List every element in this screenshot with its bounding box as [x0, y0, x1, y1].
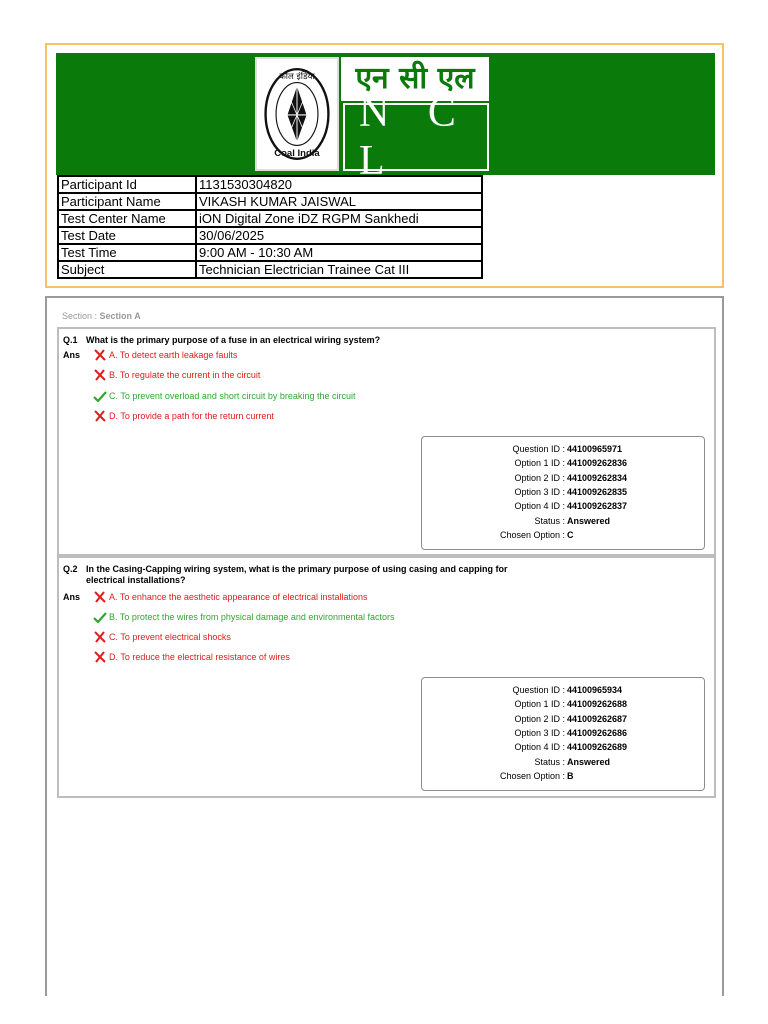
option-b [93, 369, 260, 381]
table-row [58, 227, 482, 244]
meta-row: Option 3 ID : 441009262835 [514, 487, 628, 497]
coal-india-emblem-icon [257, 59, 337, 169]
answer-label: Ans [63, 350, 81, 360]
check-icon [93, 611, 107, 623]
option-text: C. To prevent electrical shocks [109, 632, 231, 642]
option-text: A. To enhance the aesthetic appearance of electrical installations [109, 592, 368, 602]
option-a [93, 591, 368, 603]
check-icon [93, 390, 107, 402]
option-c [93, 390, 355, 402]
question-panel-1 [57, 327, 716, 556]
subject-value: Technician Electrician Trainee Cat III [196, 261, 482, 278]
test-date-label: Test Date [58, 227, 196, 244]
section-label [62, 311, 141, 321]
table-row [58, 193, 482, 210]
meta-row: Option 3 ID : 441009262686 [514, 728, 628, 738]
cross-icon [93, 349, 107, 361]
emblem-english-text: Coal India [274, 147, 320, 159]
meta-row: Status : Answered [534, 757, 611, 767]
coal-india-logo [255, 57, 339, 171]
question-text: What is the primary purpose of a fuse in an electrical wiring system? [86, 335, 381, 345]
ncl-hindi-text: एन सी एल [355, 61, 475, 96]
subject-label: Subject [58, 261, 196, 278]
question-meta-box [421, 436, 705, 550]
option-text: D. To provide a path for the return current [109, 411, 274, 421]
meta-row: Option 2 ID : 441009262834 [514, 473, 628, 483]
test-center-value: iON Digital Zone iDZ RGPM Sankhedi [196, 210, 482, 227]
option-b [93, 611, 394, 623]
test-date-value: 30/06/2025 [196, 227, 482, 244]
participant-name-value: VIKASH KUMAR JAISWAL [196, 193, 482, 210]
cross-icon [93, 651, 107, 663]
meta-row: Chosen Option : C [499, 530, 574, 540]
meta-row: Option 4 ID : 441009262837 [514, 501, 628, 511]
table-row [58, 244, 482, 261]
meta-row: Option 1 ID : 441009262688 [514, 699, 628, 709]
question-number: Q.1 [63, 335, 78, 345]
option-text: D. To reduce the electrical resistance of wires [109, 652, 290, 662]
emblem-hindi-text: कोल इंडिया [279, 71, 315, 82]
test-center-label: Test Center Name [58, 210, 196, 227]
option-text: B. To protect the wires from physical damage and environmental factors [109, 612, 395, 622]
meta-row: Option 2 ID : 441009262687 [514, 714, 628, 724]
meta-row: Question ID : 44100965971 [512, 444, 623, 454]
header-frame [45, 43, 724, 288]
option-text: A. To detect earth leakage faults [109, 350, 238, 360]
meta-row: Option 4 ID : 441009262689 [514, 742, 628, 752]
option-a [93, 349, 237, 361]
question-number: Q.2 [63, 564, 78, 574]
test-time-label: Test Time [58, 244, 196, 261]
question-text: In the Casing-Capping wiring system, what is the primary purpose of using casing and capping for electrical installations? [86, 564, 508, 585]
meta-row: Chosen Option : B [499, 771, 574, 781]
meta-row: Question ID : 44100965934 [512, 685, 623, 695]
participant-id-value: 1131530304820 [196, 176, 482, 193]
option-d [93, 410, 274, 422]
option-c [93, 631, 231, 643]
cross-icon [93, 591, 107, 603]
ncl-english-logo [343, 90, 489, 184]
brand-banner [56, 53, 715, 184]
cross-icon [93, 369, 107, 381]
question-meta-box [421, 677, 705, 791]
test-time-value: 9:00 AM - 10:30 AM [196, 244, 482, 261]
participant-id-label: Participant Id [58, 176, 196, 193]
meta-row: Status : Answered [534, 516, 611, 526]
section-frame [45, 296, 724, 996]
section-prefix: Section : [62, 311, 98, 321]
question-panel-2 [57, 556, 716, 798]
option-text: B. To regulate the current in the circuit [109, 370, 261, 380]
option-d [93, 651, 290, 663]
ncl-english-text: N C L [359, 90, 470, 184]
table-row [58, 210, 482, 227]
option-text: C. To prevent overload and short circuit by breaking the circuit [109, 391, 356, 401]
answer-label: Ans [63, 592, 81, 602]
table-row [58, 261, 482, 278]
participant-info-table [57, 175, 483, 279]
meta-row: Option 1 ID : 441009262836 [514, 458, 628, 468]
cross-icon [93, 410, 107, 422]
cross-icon [93, 631, 107, 643]
section-name: Section A [99, 311, 141, 321]
table-row [58, 176, 482, 193]
participant-name-label: Participant Name [58, 193, 196, 210]
